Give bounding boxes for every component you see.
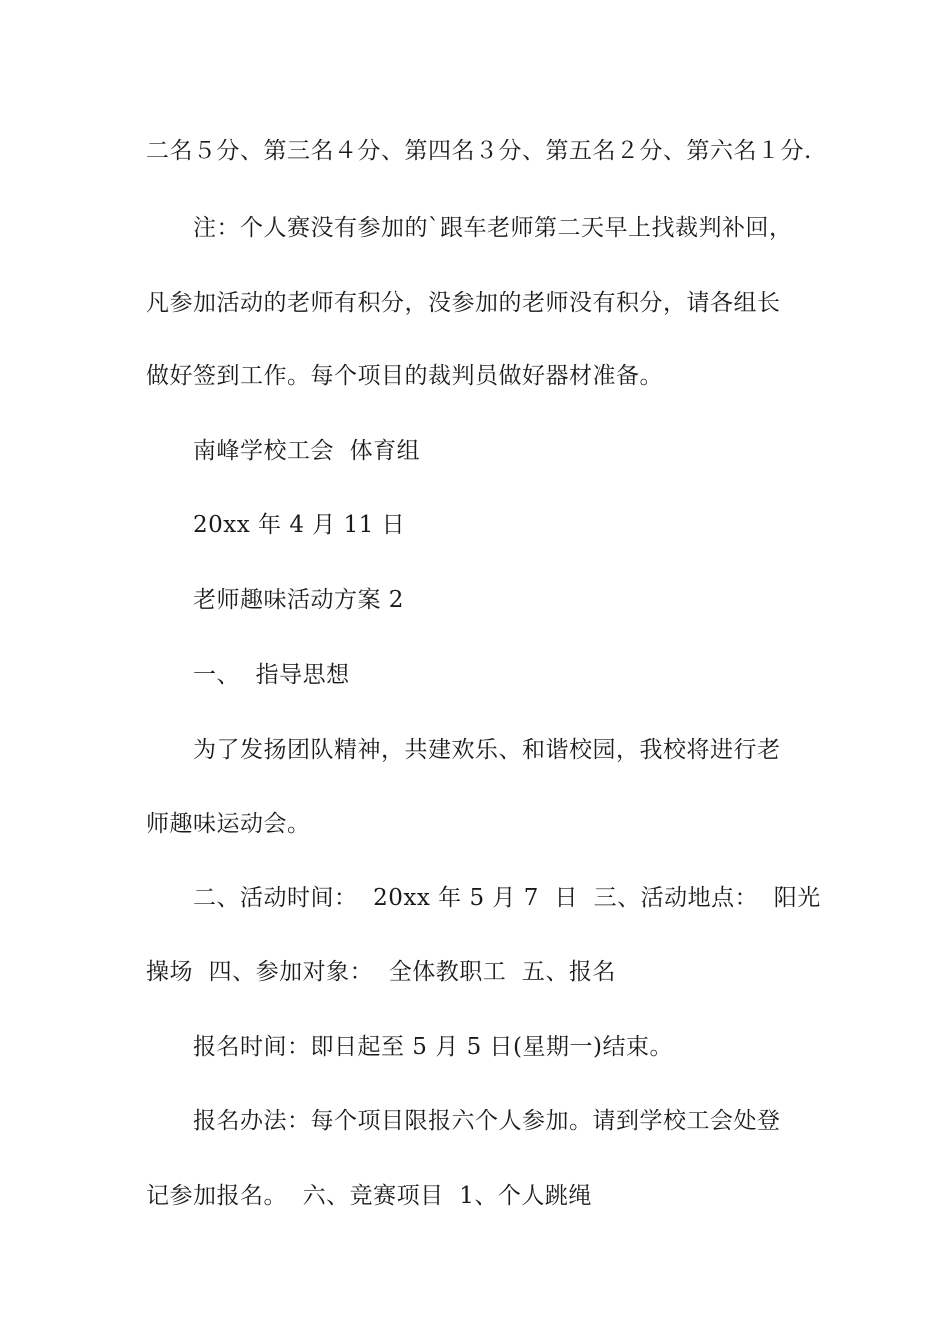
text-line-signup-time: 报名时间：即日起至 5 月 5 日(星期一)结束。 (193, 1034, 673, 1060)
text-line-date: 20xx 年 4 月 11 日 (193, 512, 406, 538)
text-line-scoring: 二名５分、第三名４分、第四名３分、第五名２分、第六名１分. (146, 138, 812, 164)
text-line-section-guidance: 一、 指导思想 (193, 662, 350, 688)
text-line-participants: 操场 四、参加对象： 全体教职工 五、报名 (146, 959, 616, 985)
text-line-purpose-cont: 师趣味运动会。 (146, 811, 311, 837)
text-line-plan-title: 老师趣味活动方案 2 (193, 587, 404, 613)
text-line-signin: 做好签到工作。每个项目的裁判员做好器材准备。 (146, 363, 663, 389)
text-line-points: 凡参加活动的老师有积分，没参加的老师没有积分，请各组长 (146, 290, 781, 316)
text-line-signup-method: 报名办法：每个项目限报六个人参加。请到学校工会处登 (193, 1108, 781, 1134)
text-line-purpose: 为了发扬团队精神，共建欢乐、和谐校园，我校将进行老 (193, 737, 781, 763)
text-line-organizer: 南峰学校工会 体育组 (193, 438, 421, 464)
text-line-note: 注：个人赛没有参加的`跟车老师第二天早上找裁判补回， (193, 215, 793, 241)
text-line-time-place: 二、活动时间： 20xx 年 5 月 7 日 三、活动地点： 阳光 (193, 885, 821, 911)
text-line-events: 记参加报名。 六、竞赛项目 1、个人跳绳 (146, 1183, 592, 1209)
